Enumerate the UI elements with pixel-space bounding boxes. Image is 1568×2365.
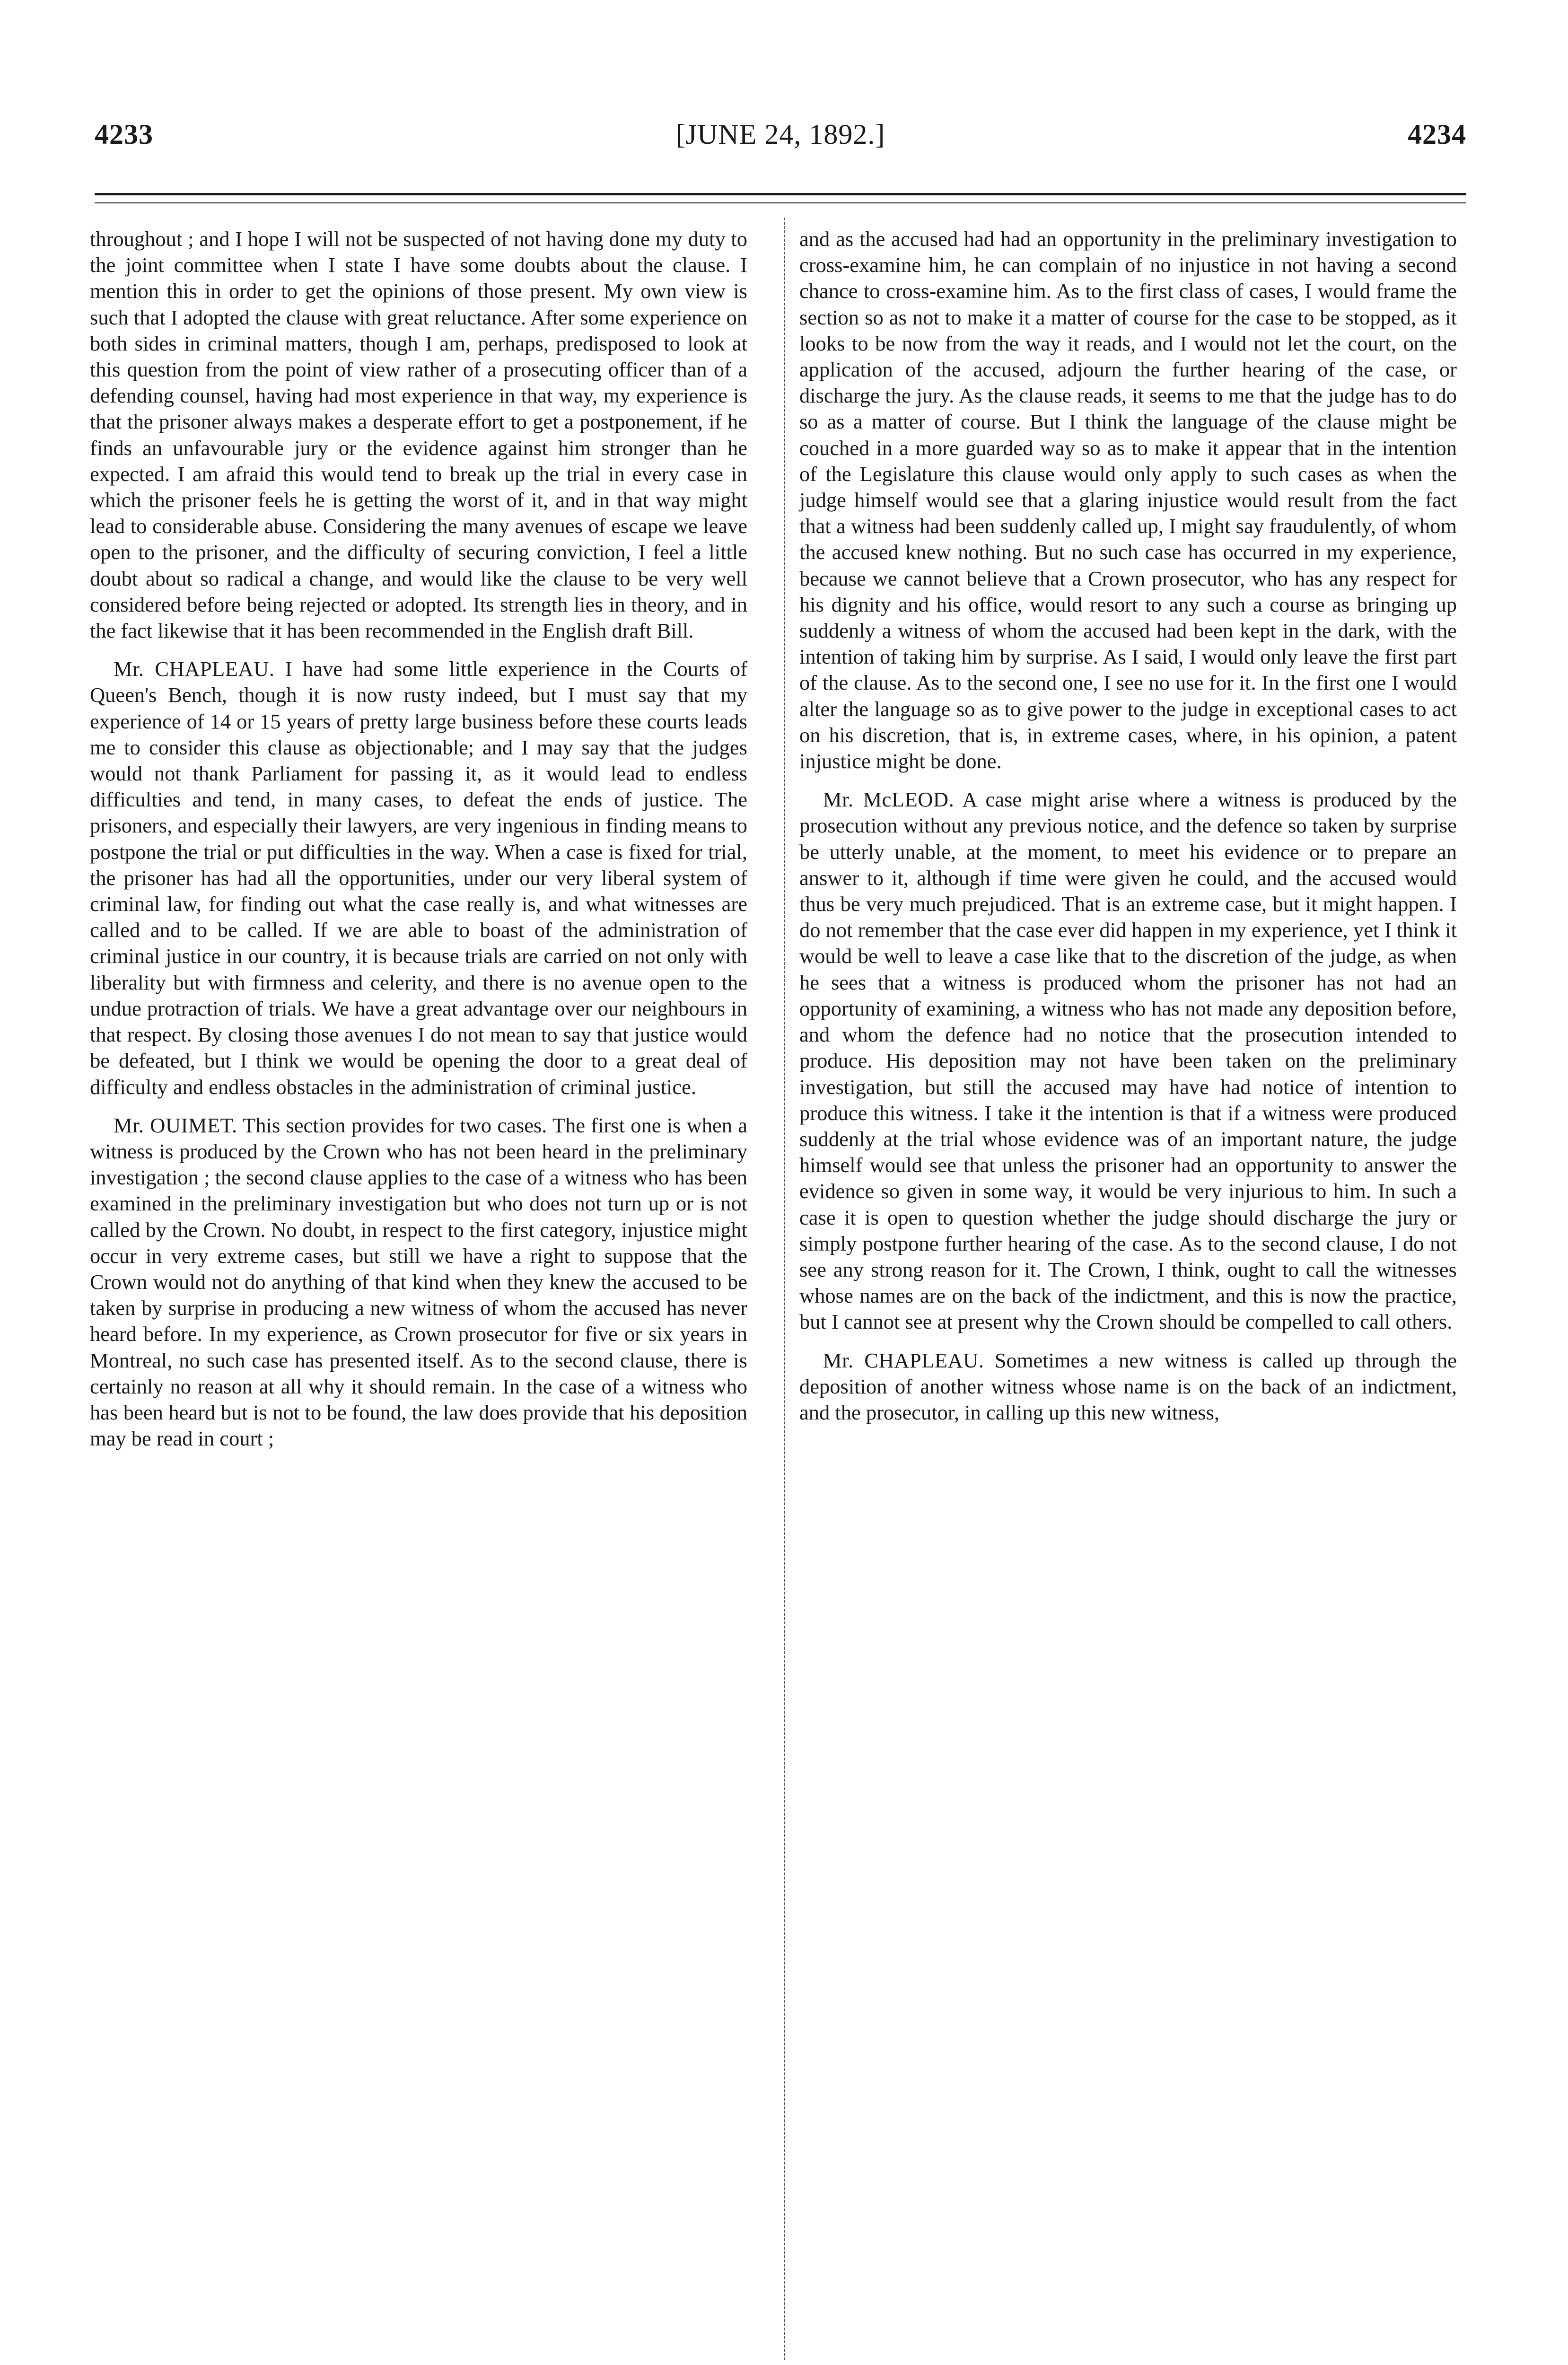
speaker-name: Mr. CHAPLEAU. — [823, 1348, 984, 1372]
left-column — [90, 226, 747, 1452]
right-page-number: 4234 — [1408, 119, 1466, 150]
speech-paragraph — [799, 1348, 1457, 1426]
paragraph-text: throughout ; and I hope I will not be suspected of not having done my duty to the joint committee when I state I have some doubts about the clause. I mention this in order to get the opinions of those present. My own view is such that I adopted the clause with great reluctance. After some experience on both sides in criminal matters, though I am, perhaps, predisposed to look at this question from the point of view rather of a prosecuting officer than of a defending counsel, having had most experience in that way, my experience is that the prisoner always makes a desperate effort to get a postponement, if he finds an unfavourable jury or the evidence against him stronger than he expected. I am afraid this would tend to break up the trial in every case in which the prisoner feels he is getting the worst of it, and in that way might lead to considerable abuse. Considering the many avenues of escape we leave open to the prisoner, and the difficulty of securing conviction, I feel a little doubt about so radical a change, and would like the clause to be very well considered before being rejected or adopted. Its strength lies in theory, and in the fact likewise that it has been recommended in the English draft Bill. — [90, 227, 747, 643]
speaker-name: Mr. CHAPLEAU. — [114, 657, 275, 681]
paragraph-continuation — [90, 226, 747, 644]
session-date: [JUNE 24, 1892.] — [675, 119, 885, 150]
right-column — [799, 226, 1457, 1426]
paragraph-continuation — [799, 226, 1457, 774]
speaker-name: Mr. McLEOD. — [823, 788, 955, 812]
speaker-name: Mr. OUIMET. — [114, 1113, 237, 1137]
paragraph-text: and as the accused had had an opportunity in the preliminary investigation to cross-examine him, he can complain of no injustice in not having a second chance to cross-examine him. As to the first class of cases, I would frame the section so as not to make it a matter of course for the case to be stopped, as it looks to be now from the way it reads, and I would not let the court, on the application of the accused, adjourn the further hearing of the case, or discharge the jury. As the clause reads, it seems to me that the judge has to do so as a matter of course. But I think the language of the clause might be couched in a more guarded way so as to make it appear that in the intention of the Legislature this clause would only apply to such cases as when the judge himself would see that a glaring injustice would result from the fact that a witness had been suddenly called up, I might say fraudulently, of whom the accused knew nothing. But no such case has occurred in my experience, because we cannot believe that a Crown prosecutor, who has any respect for his dignity and his office, would resort to any such a course as bringing up suddenly a witness of whom the accused had been kept in the dark, with the intention of taking him by surprise. As I said, I would only leave the first part of the clause. As to the second one, I see no use for it. In the first one I would alter the language so as to give power to the judge in exceptional cases to act on his discretion, that is, in extreme cases, where, in his opinion, a patent injustice might be done. — [799, 227, 1457, 773]
header-rule-thick — [95, 193, 1466, 195]
paragraph-text: A case might arise where a witness is produced by the prosecution without any previous notice, and the defence so taken by surprise be utterly unable, at the moment, to meet his evidence or to prepare an answer to it, although if time were given he could, and the accused would thus be very much prejudiced. That is an extreme case, but it might happen. I do not remember that the case ever did happen in my experience, yet I think it would be well to leave a case like that to the discretion of the judge, as when he sees that a witness is produced whom the prisoner has not had an opportunity of examining, a witness who has not made any deposition before, and whom the defence had no notice that the prosecution intended to produce. His deposition may not have been taken on the preliminary investigation, but still the accused may have had notice of intention to produce this witness. I take it the intention is that if a witness were produced suddenly at the trial whose evidence was of an important nature, the judge himself would see that unless the prisoner had an opportunity to answer the evidence so given in some way, it would be very injurious to him. In such a case it is open to question whether the judge should discharge the jury or simply postpone further hearing of the case. As to the second clause, I do not see any strong reason for it. The Crown, I think, ought to call the witnesses whose names are on the back of the indictment, and this is now the practice, but I cannot see at present why the Crown should be compelled to call others. — [799, 788, 1457, 1334]
paragraph-text: Sometimes a new witness is called up through the deposition of another witness whose name is on the back of an indictment, and the prosecutor, in calling up this new witness, — [799, 1348, 1457, 1424]
speech-paragraph — [799, 787, 1457, 1335]
speech-paragraph — [90, 1112, 747, 1452]
paragraph-text: I have had some little experience in the Courts of Queen's Bench, though it is now rusty indeed, but I must say that my experience of 14 or 15 years of pretty large business before these courts leads me to consider this clause as objectionable; and I may say that the judges would not thank Parliament for passing it, as it would lead to endless difficulties and tend, in many cases, to defeat the ends of justice. The prisoners, and especially their lawyers, are very ingenious in finding means to postpone the trial or put difficulties in the way. When a case is fixed for trial, the prisoner has had all the opportunities, under our very liberal system of criminal law, for finding out what the case really is, and what witnesses are called and to be called. If we are able to boast of the administration of criminal justice in our country, it is because trials are carried on not only with liberality but with firmness and celerity, and there is no avenue open to the undue protraction of trials. We have a great advantage over our neighbours in that respect. By closing those avenues I do not mean to say that justice would be defeated, but I think we would be opening the door to a great deal of difficulty and endless obstacles in the administration of criminal justice. — [90, 657, 748, 1099]
speech-paragraph — [90, 656, 747, 1100]
page-header — [95, 118, 1466, 161]
column-divider — [784, 218, 785, 2360]
left-page-number: 4233 — [95, 119, 153, 150]
paragraph-text: This section provides for two cases. The first one is when a witness is produced by the Crown who has not been heard in the preliminary investigation ; the second clause applies to the case of a witness who has been examined in the preliminary investigation but who does not turn up or is not called by the Crown. No doubt, in respect to the first category, injustice might occur in very extreme cases, but still we have a right to suppose that the Crown would not do anything of that kind when they knew the accused to be taken by surprise in producing a new witness of whom the accused has never heard before. In my experience, as Crown prosecutor for five or six years in Montreal, no such case has presented itself. As to the second clause, there is certainly no reason at all why it should remain. In the case of a witness who has been heard but is not to be found, the law does provide that his deposition may be read in court ; — [90, 1113, 748, 1451]
header-rule-thin — [95, 202, 1466, 203]
